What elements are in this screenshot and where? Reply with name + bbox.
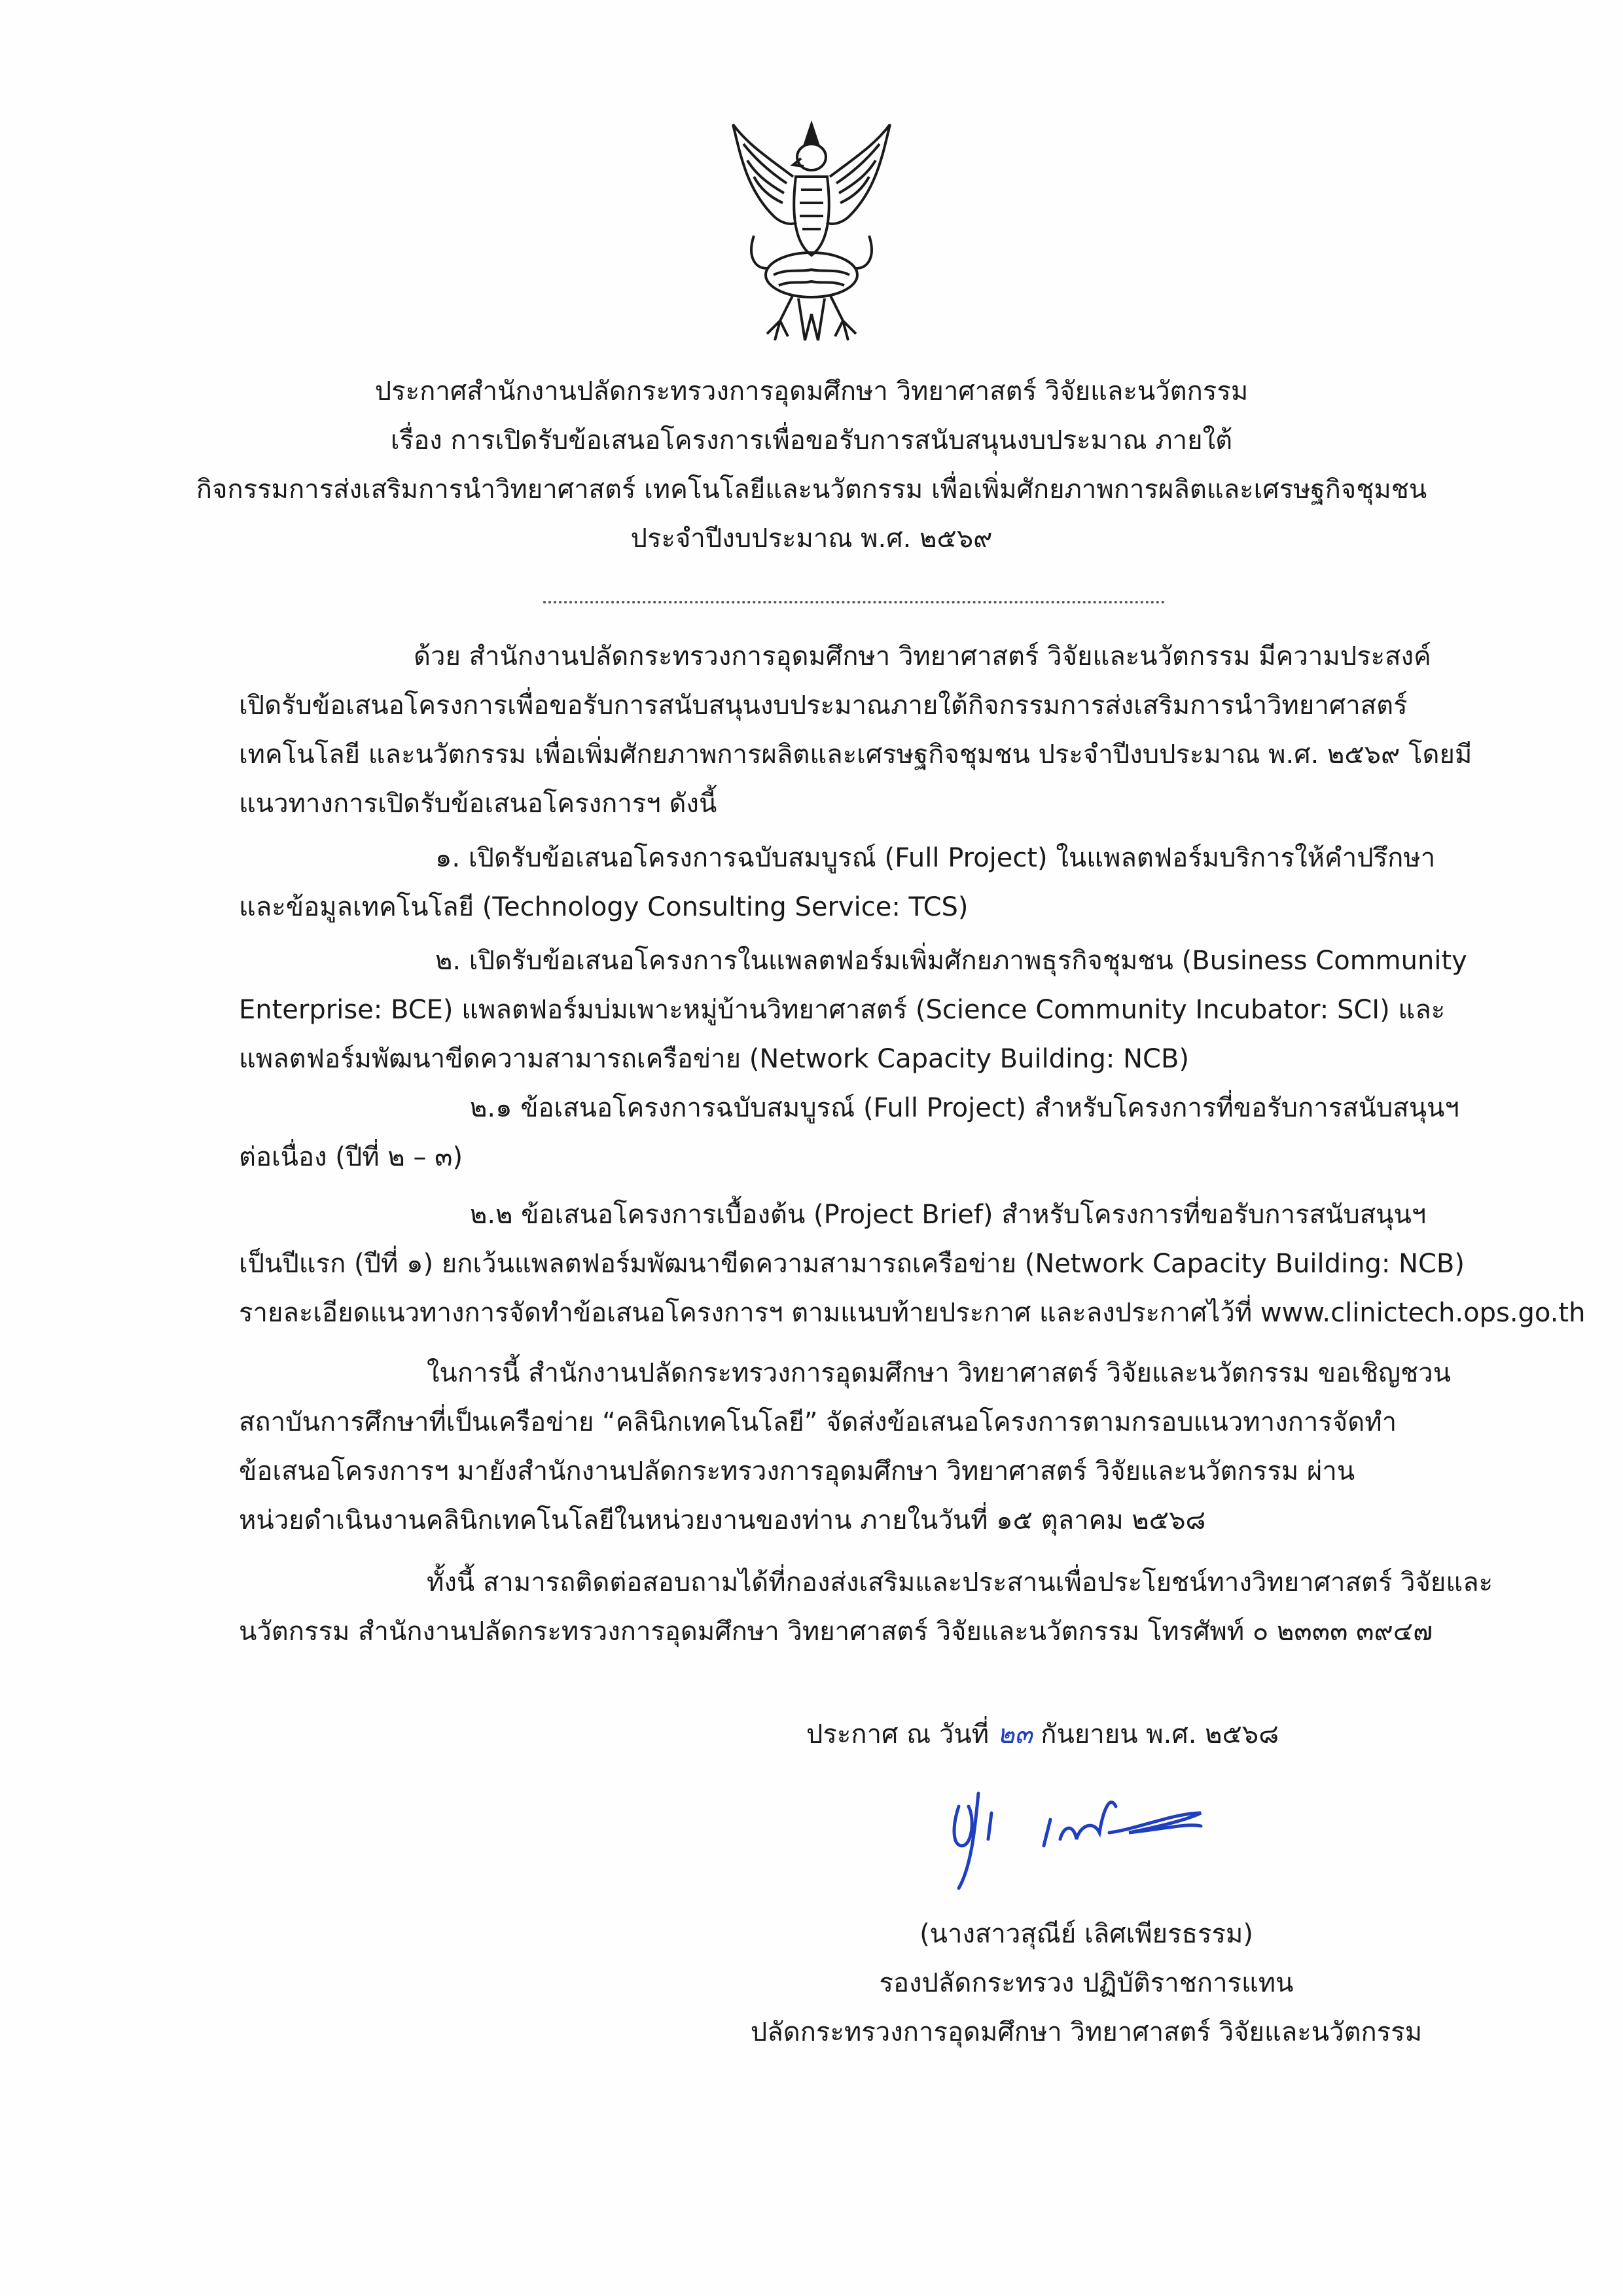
announcement-title-line1: ประกาศสำนักงานปลัดกระทรวงการอุดมศึกษา วิทยาศาสตร์ วิจัยและนวัตกรรม	[374, 376, 1249, 406]
signer-position-line1: รองปลัดกระทรวง ปฏิบัติราชการแทน	[879, 1968, 1294, 1998]
signer-name: (นางสาวสุณีย์ เลิศเพียรธรรม)	[919, 1919, 1253, 1949]
paragraph-2-line2: สถาบันการศึกษาที่เป็นเครือข่าย “คลินิกเทคโนโลยี” จัดส่งข้อเสนอโครงการตามกรอบแนวทางการจัดทำ	[239, 1407, 1397, 1437]
item-1-line2: และข้อมูลเทคโนโลยี (Technology Consulting Service: TCS)	[239, 892, 969, 922]
item-2-2-line2: เป็นปีแรก (ปีที่ ๑) ยกเว้นแพลตฟอร์มพัฒนาขีดความสามารถเครือข่าย (Network Capacity Building: NCB)	[239, 1249, 1465, 1279]
announcement-title-line2: เรื่อง การเปิดรับข้อเสนอโครงการเพื่อขอรับการสนับสนุนงบประมาณ ภายใต้	[390, 425, 1233, 456]
paragraph-1-line4: แนวทางการเปิดรับข้อเสนอโครงการฯ ดังนี้	[239, 789, 717, 819]
item-2-2-line1: ๒.๒ ข้อเสนอโครงการเบื้องต้น (Project Brief) สำหรับโครงการที่ขอรับการสนับสนุนฯ	[470, 1200, 1427, 1230]
date-day: ๒๓	[997, 1719, 1033, 1749]
item-2-line2: Enterprise: BCE) แพลตฟอร์มบ่มเพาะหมู่บ้านวิทยาศาสตร์ (Science Community Incubator: SCI) และ	[239, 995, 1446, 1025]
paragraph-3-line1: ทั้งนี้ สามารถติดต่อสอบถามได้ที่กองส่งเสริมและประสานเพื่อประโยชน์ทางวิทยาศาสตร์ วิจัยและ	[427, 1568, 1493, 1598]
paragraph-1-line3: เทคโนโลยี และนวัตกรรม เพื่อเพิ่มศักยภาพการผลิตและเศรษฐกิจชุมชน ประจำปีงบประมาณ พ.ศ. ๒๕๖๙ โดยมี	[239, 740, 1472, 770]
announcement-title-line3: กิจกรรมการส่งเสริมการนำวิทยาศาสตร์ เทคโนโลยีและนวัตกรรม เพื่อเพิ่มศักยภาพการผลิตและเศรษฐกิจชุมชน	[196, 475, 1427, 505]
date-suffix: กันยายน พ.ศ. ๒๕๖๘	[1041, 1719, 1279, 1749]
paragraph-3-line2: นวัตกรรม สำนักงานปลัดกระทรวงการอุดมศึกษา วิทยาศาสตร์ วิจัยและนวัตกรรม โทรศัพท์ ๐ ๒๓๓๓ ๓๙๔๗	[239, 1617, 1433, 1647]
date-prefix: ประกาศ ณ วันที่	[806, 1719, 990, 1749]
item-1-line1: ๑. เปิดรับข้อเสนอโครงการฉบับสมบูรณ์ (Full Project) ในแพลตฟอร์มบริการให้คำปรึกษา	[435, 843, 1436, 873]
item-2-2-line3: รายละเอียดแนวทางการจัดทำข้อเสนอโครงการฯ ตามแนบท้ายประกาศ และลงประกาศไว้ที่ www.clinictech.ops.go.th	[239, 1298, 1586, 1328]
paragraph-1-line1: ด้วย สำนักงานปลัดกระทรวงการอุดมศึกษา วิทยาศาสตร์ วิจัยและนวัตกรรม มีความประสงค์	[414, 641, 1431, 672]
paragraph-1-line2: เปิดรับข้อเสนอโครงการเพื่อขอรับการสนับสนุนงบประมาณภายใต้กิจกรรมการส่งเสริมการนำวิทยาศาสตร์	[239, 691, 1408, 721]
paragraph-2-line1: ในการนี้ สำนักงานปลัดกระทรวงการอุดมศึกษา วิทยาศาสตร์ วิจัยและนวัตกรรม ขอเชิญชวน	[427, 1358, 1452, 1388]
item-2-line3: แพลตฟอร์มพัฒนาขีดความสามารถเครือข่าย (Network Capacity Building: NCB)	[239, 1044, 1190, 1074]
item-2-1-line1: ๒.๑ ข้อเสนอโครงการฉบับสมบูรณ์ (Full Project) สำหรับโครงการที่ขอรับการสนับสนุนฯ	[470, 1093, 1459, 1123]
title-divider	[543, 601, 1165, 603]
announcement-title-line4: ประจำปีงบประมาณ พ.ศ. ๒๕๖๙	[630, 524, 993, 554]
handwritten-signature	[913, 1767, 1240, 1892]
announcement-date	[806, 1716, 1279, 1753]
item-2-line1: ๒. เปิดรับข้อเสนอโครงการในแพลตฟอร์มเพิ่มศักยภาพธุรกิจชุมชน (Business Community	[435, 946, 1467, 976]
paragraph-2-line4: หน่วยดำเนินงานคลินิกเทคโนโลยีในหน่วยงานของท่าน ภายในวันที่ ๑๕ ตุลาคม ๒๕๖๘	[239, 1505, 1206, 1535]
paragraph-2-line3: ข้อเสนอโครงการฯ มายังสำนักงานปลัดกระทรวงการอุดมศึกษา วิทยาศาสตร์ วิจัยและนวัตกรรม ผ่าน	[239, 1456, 1355, 1486]
item-2-1-line2: ต่อเนื่อง (ปีที่ ๒ – ๓)	[239, 1142, 463, 1172]
garuda-emblem-icon	[728, 118, 895, 353]
signer-position-line2: ปลัดกระทรวงการอุดมศึกษา วิทยาศาสตร์ วิจัยและนวัตกรรม	[750, 2017, 1423, 2047]
